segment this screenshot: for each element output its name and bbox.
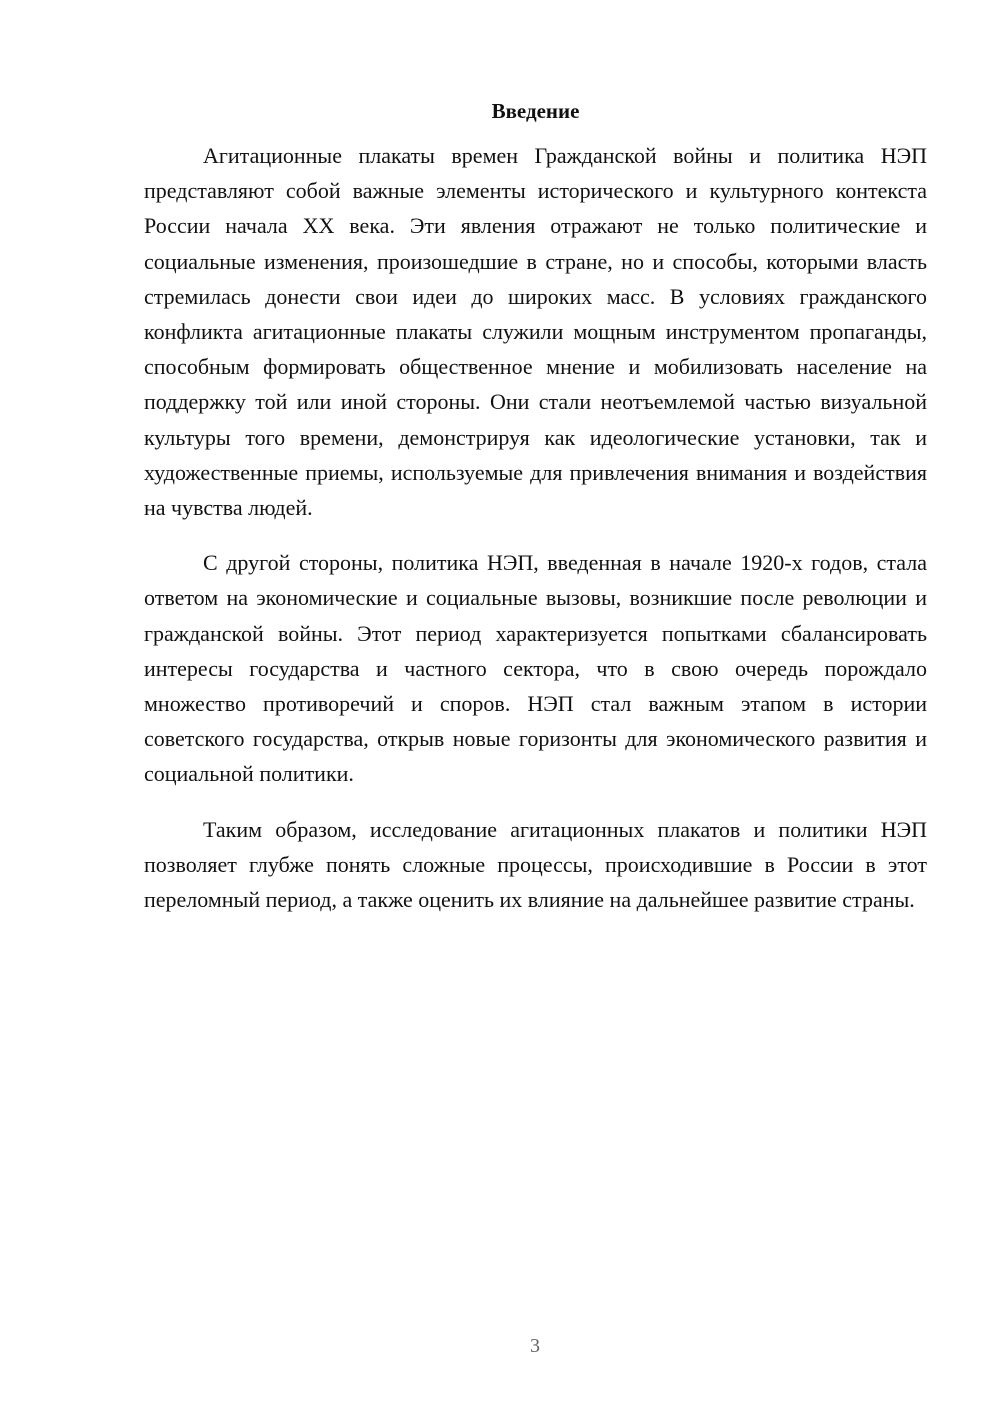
paragraph-2: С другой стороны, политика НЭП, введенная в начале 1920-х годов, стала ответом на экономические и социальные вызовы, возникшие после революции и гражданской войны. Этот период характеризуется попытками сбалансировать интересы государства и частного сектора, что в свою очередь порождало множество противоречий и споров. НЭП стал важным этапом в истории советского государства, открыв новые горизонты для экономического развития и социальной политики. [144,550,927,787]
paragraph-1: Агитационные плакаты времен Гражданской войны и политика НЭП представляют собой важные элементы исторического и культурного контекста России начала XX века. Эти явления отражают не только политические и социальные изменения, произошедшие в стране, но и способы, которыми власть стремилась донести свои идеи до широких масс. В условиях гражданского конфликта агитационные плакаты служили мощным инструментом пропаганды, способным формировать общественное мнение и мобилизовать население на поддержку той или иной стороны. Они стали неотъемлемой частью визуальной культуры того времени, демонстрируя как идеологические установки, так и художественные приемы, используемые для привлечения внимания и воздействия на чувства людей. [144,143,927,521]
page-number: 3 [530,1335,540,1357]
paragraph-3: Таким образом, исследование агитационных плакатов и политики НЭП позволяет глубже понять сложные процессы, происходившие в России в этот переломный период, а также оценить их влияние на дальнейшее развитие страны. [144,816,927,913]
page-content [144,96,927,937]
section-title: Введение [491,99,580,123]
